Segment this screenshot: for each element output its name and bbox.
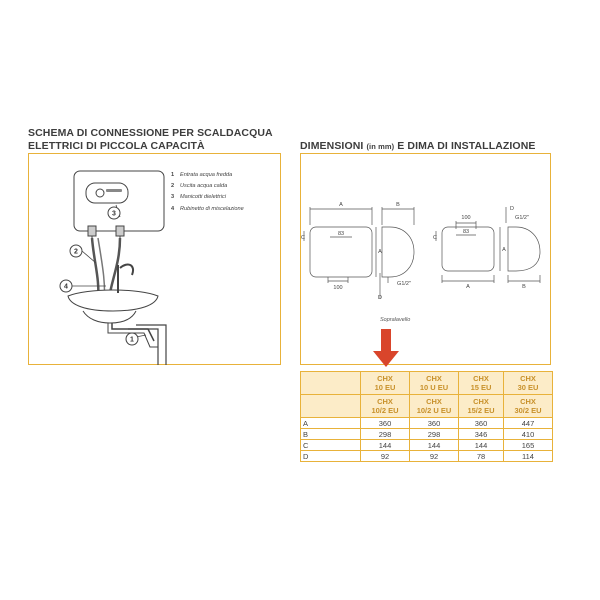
legend-item: 2 Uscita acqua calda [171, 183, 228, 190]
dimensions-drawing [300, 153, 550, 365]
arrow-down-icon [373, 329, 399, 369]
svg-text:G1/2": G1/2" [397, 281, 411, 287]
connection-legend [171, 170, 244, 215]
legend-item: 1 Entrata acqua fredda [171, 172, 233, 178]
svg-text:A: A [466, 284, 470, 290]
table-row: B 298 298 346 410 [301, 429, 553, 440]
table-row: A 360 360 360 447 [301, 418, 553, 429]
svg-text:A: A [378, 249, 382, 255]
dimensions-title [300, 140, 535, 153]
svg-text:100: 100 [461, 215, 471, 221]
svg-text:3: 3 [112, 210, 116, 218]
table-row: D 92 92 78 114 [301, 451, 553, 462]
svg-text:A: A [339, 202, 343, 208]
water-heater-body [74, 171, 164, 231]
svg-text:83: 83 [337, 231, 345, 237]
legend-item: 3 Manicotti dielettrici [171, 194, 227, 201]
svg-text:G1/2": G1/2" [515, 215, 529, 221]
svg-text:2: 2 [74, 248, 78, 256]
side-view-under [382, 227, 414, 277]
svg-text:C: C [433, 235, 437, 241]
connection-schema-title-line2: ELETTRICI DI PICCOLA CAPACITÀ [28, 140, 205, 152]
legend-item: 4 Rubinetto di miscelazione [171, 205, 244, 212]
svg-text:100: 100 [333, 285, 343, 291]
connection-schema-title-line1: SCHEMA DI CONNESSIONE PER SCALDACQUA [28, 127, 273, 139]
sopralavello-label: Sopralavello [380, 317, 411, 323]
svg-text:A: A [502, 247, 506, 253]
svg-text:83: 83 [462, 229, 470, 235]
dimensions-title-unit: (in mm) [366, 142, 395, 151]
dimensions-table [300, 371, 553, 462]
dimensions-title-main: DIMENSIONI [300, 140, 364, 152]
svg-text:B: B [396, 202, 400, 208]
connection-schema-title [28, 127, 273, 153]
table-row: C 144 144 144 165 [301, 440, 553, 451]
svg-text:D: D [510, 206, 514, 212]
table-header-row: CHX 10/2 EU CHX 10/2 U EU CHX 15/2 EU CHX 30/2 EU [301, 395, 553, 418]
svg-text:D: D [378, 295, 382, 301]
svg-text:1: 1 [130, 336, 134, 344]
side-view-over [508, 227, 540, 271]
svg-text:4: 4 [64, 283, 68, 291]
dimensions-title-rest: E DIMA DI INSTALLAZIONE [397, 140, 536, 152]
svg-text:C: C [301, 235, 305, 241]
table-header-row: CHX 10 EU CHX 10 U EU CHX 15 EU CHX 30 EU [301, 372, 553, 395]
svg-text:B: B [522, 284, 526, 290]
